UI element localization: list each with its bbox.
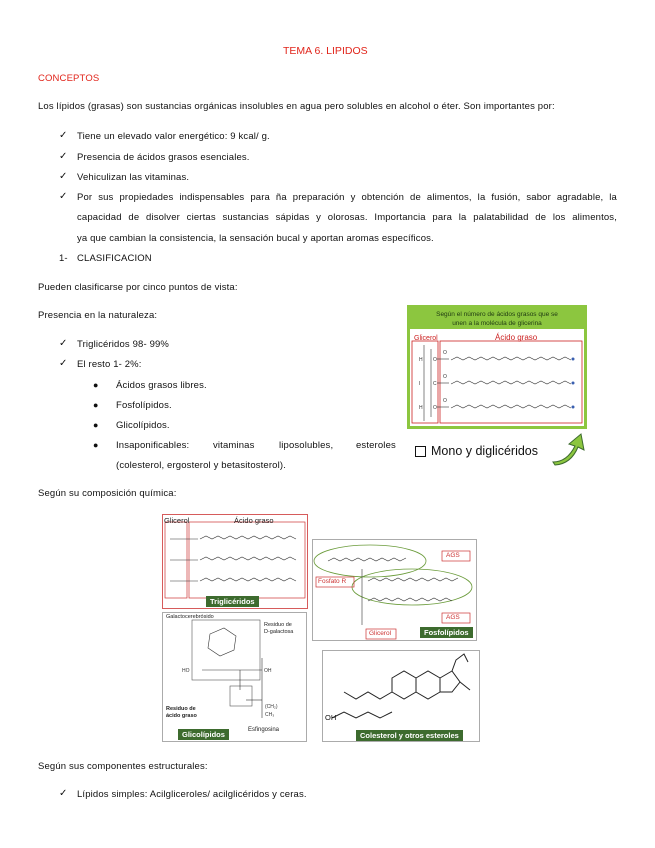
ags-bottom-label: AGS [446, 614, 460, 621]
rest-item: Fosfolípidos. [116, 400, 172, 411]
concept-item: Por sus propiedades indispensables para ña preparación y obtención de alimentos, la fusión, sabor agradable, la [77, 192, 617, 203]
glicerol-label: Glicerol [369, 630, 392, 637]
cholesterol-figure [322, 650, 480, 742]
rest-item-word: liposolubles, [279, 440, 334, 451]
svg-text:(CH₂): (CH₂) [265, 704, 278, 710]
classification-number: 1- [59, 253, 68, 264]
check-icon: ✓ [59, 358, 68, 369]
intro-paragraph: Los lípidos (grasas) son sustancias orgánicas insolubles en agua pero solubles en alcohol o éter. Son importantes por: [38, 101, 555, 112]
curved-arrow-icon [547, 432, 587, 466]
galactocerebroside-title: Galactocerebrósido [166, 614, 214, 620]
svg-text:CH₃: CH₃ [265, 712, 275, 718]
ags-top-label: AGS [446, 552, 460, 559]
svg-text:O: O [443, 350, 447, 356]
svg-text:Glicerol: Glicerol [164, 516, 190, 525]
sphingosine-label: Esfingosina [248, 727, 280, 733]
concept-item: Tiene un elevado valor energético: 9 kcal/ g. [77, 131, 270, 142]
bullet-icon: ● [93, 420, 99, 430]
check-icon: ✓ [59, 171, 68, 182]
concept-item: Presencia de ácidos grasos esenciales. [77, 152, 250, 163]
check-icon: ✓ [59, 788, 68, 799]
glycerine-figure [407, 305, 587, 429]
svg-text:I: I [419, 381, 421, 387]
check-icon: ✓ [59, 338, 68, 349]
svg-text:unen a la molécula de glicerin: unen a la molécula de glicerina [452, 320, 542, 327]
rest-item-continued: (colesterol, ergosterol y betasitosterol). [116, 460, 286, 471]
oh-label: OH [325, 713, 337, 722]
nature-item: Triglicéridos 98- 99% [77, 339, 170, 350]
check-icon: ✓ [59, 130, 68, 141]
nature-item: El resto 1- 2%: [77, 359, 142, 370]
svg-text:H: H [419, 405, 423, 411]
check-icon: ✓ [59, 191, 68, 202]
rest-item: Glicolípidos. [116, 420, 170, 431]
phospholipids-label: Fosfolípidos [420, 627, 473, 638]
rest-item-word: vitaminas [213, 440, 255, 451]
glycolipids-figure [162, 612, 307, 742]
check-icon: ✓ [59, 151, 68, 162]
rest-item: Ácidos grasos libres. [116, 380, 207, 391]
svg-text:Glicerol: Glicerol [414, 335, 438, 342]
triglycerides-label: Triglicéridos [206, 596, 259, 607]
bullet-icon: ● [93, 440, 99, 450]
rest-item-insaponificables: Insaponificables: [116, 440, 190, 451]
cholesterol-label: Colesterol y otros esteroles [356, 730, 463, 741]
svg-text:H: H [419, 357, 423, 363]
svg-text:O: O [433, 405, 437, 411]
svg-text:C: C [433, 381, 437, 387]
fosfato-r-label: Fosfato R [318, 578, 347, 585]
svg-text:O: O [443, 398, 447, 404]
svg-text:HO: HO [182, 668, 190, 674]
bullet-icon: ● [93, 380, 99, 390]
phospholipids-figure [312, 539, 477, 641]
svg-text:O: O [433, 357, 437, 363]
svg-text:Ácido graso: Ácido graso [234, 516, 274, 525]
svg-text:Ácido graso: Ácido graso [495, 333, 538, 342]
residue-fatty-acid-label: Residuo de [166, 706, 196, 712]
classify-intro: Pueden clasificarse por cinco puntos de vista: [38, 282, 238, 293]
svg-text:O: O [443, 374, 447, 380]
cholesterol-diagram [322, 650, 480, 742]
concept-item-continued: capacidad de disolver ciertas sustancias sápidas y olorosas. Importancia para la palatabilidad de los alimentos, [77, 212, 617, 223]
square-bullet-icon [415, 446, 426, 457]
rest-item-word: esteroles [356, 440, 396, 451]
glycolipids-label: Glicolípidos [178, 729, 229, 740]
svg-text:Según el número de ácidos gras: Según el número de ácidos grasos que se [436, 311, 558, 318]
page-title: TEMA 6. LIPIDOS [283, 45, 368, 57]
residue-galactose-label: D-galactosa [264, 629, 294, 635]
residue-fatty-acid-label: ácido graso [166, 713, 197, 719]
chem-heading: Según su composición química: [38, 488, 177, 499]
classification-heading: CLASIFICACION [77, 253, 152, 264]
glycerine-diagram [407, 305, 587, 429]
residue-galactose-label: Residuo de [264, 622, 292, 628]
concept-item: Vehiculizan las vitaminas. [77, 172, 190, 183]
triglycerides-figure [162, 514, 308, 609]
concept-item-continued: ya que cambian la consistencia, la sensación bucal y aportan aromas específicos. [77, 233, 434, 244]
struct-item: Lípidos simples: Acilgliceroles/ acilglicéridos y ceras. [77, 789, 307, 800]
svg-text:OH: OH [264, 668, 272, 674]
mono-diglicerides-label: Mono y diglicéridos [431, 444, 538, 458]
nature-heading: Presencia en la naturaleza: [38, 310, 158, 321]
bullet-icon: ● [93, 400, 99, 410]
section-conceptos: CONCEPTOS [38, 73, 100, 84]
struct-heading: Según sus componentes estructurales: [38, 761, 208, 772]
triglycerides-diagram [162, 514, 308, 609]
